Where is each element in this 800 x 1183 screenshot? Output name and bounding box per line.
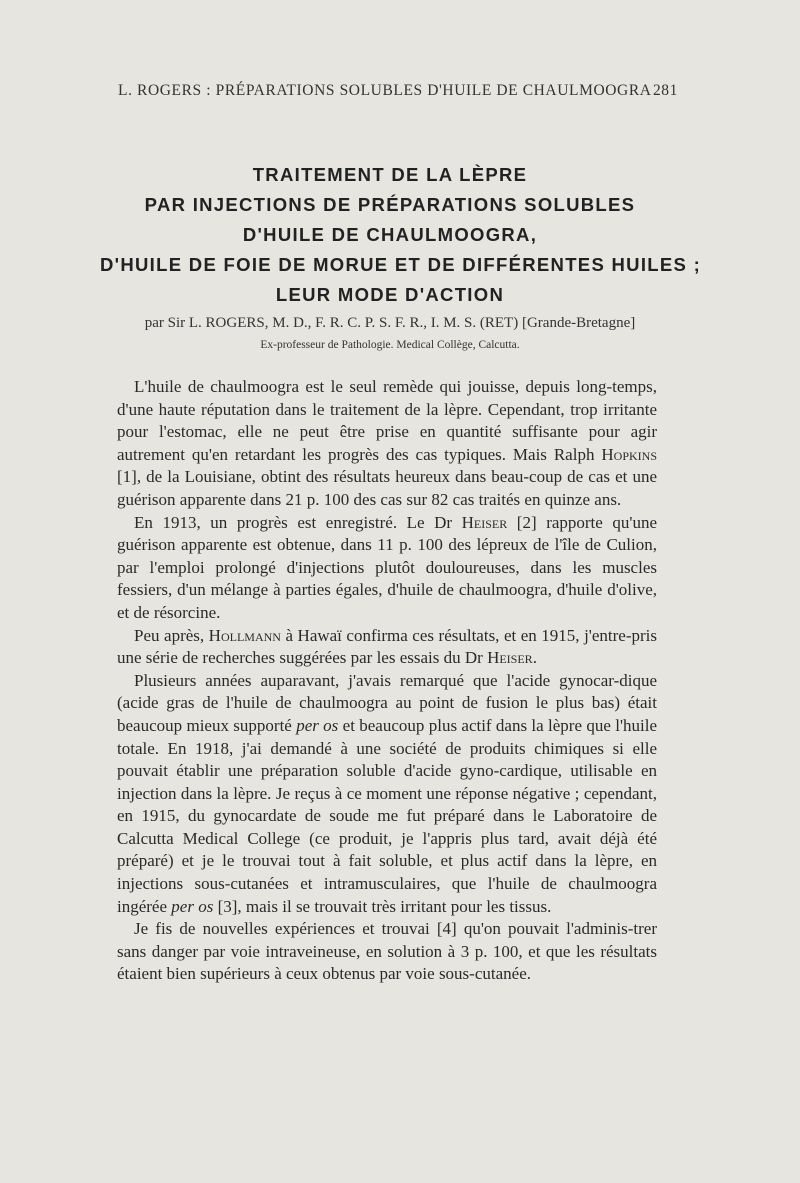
paragraph-text: [1], de la Louisiane, obtint des résultats heureux dans beau-coup de cas et une guérison apparente dans 21 p. 100 des cas sur 82 cas traités en quinze ans. bbox=[117, 467, 657, 509]
paragraph-text: et beaucoup plus actif dans la lèpre que l'huile totale. En 1918, j'ai demandé à une société de produits chimiques si elle pouvait établir une préparation soluble d'acide gyno-cardique, utilisable en injection dans la lèpre. Je reçus à ce moment une réponse négative ; cependant, en 1915, du gynocardate de soude me fut préparé dans le Laboratoire de Calcutta Medical College (ce produit, je l'appris plus tard, avait déjà été préparé) et je le trouvai tout à fait soluble, et plus actif dans la lèpre, en injections sous-cutanées et intramusculaires, que l'huile de chaulmoogra ingérée bbox=[117, 715, 658, 916]
body-paragraph bbox=[117, 376, 657, 512]
page-number: 281 bbox=[652, 82, 678, 99]
paragraph-text: [2] rapporte qu'une guérison apparente est obtenue, dans 11 p. 100 des lépreux de l'île de Culion, par l'emploi prolongé d'injections plutôt douloureuses, dans les muscles fessiers, d'un mélange à parties égales, d'huile de chaulmoogra, d'huile d'olive, et de résorcine. bbox=[117, 512, 657, 622]
paragraph-text: Je fis de nouvelles expériences et trouvai [4] qu'on pouvait l'adminis-trer sans danger par voie intraveineuse, en solution à 3 p. 100, et que les résultats étaient bien supérieurs à ceux obtenus par voie sous-cutanée. bbox=[117, 919, 657, 984]
paragraph-text: [3], mais il se trouvait très irritant pour les tissus. bbox=[213, 896, 552, 916]
running-head-title: L. ROGERS : PRÉPARATIONS SOLUBLES D'HUILE DE CHAULMOOGRA bbox=[118, 82, 652, 99]
body-paragraph bbox=[117, 512, 657, 625]
article-body bbox=[117, 376, 657, 986]
author-affiliation: Ex-professeur de Pathologie. Medical Collège, Calcutta. bbox=[260, 339, 520, 351]
author-line: par Sir L. ROGERS, M. D., F. R. C. P. S. F. R., I. M. S. (RET) [Grande-Bretagne] bbox=[144, 315, 636, 331]
author-name: Heiser bbox=[461, 512, 508, 532]
paragraph-text: En 1913, un progrès est enregistré. Le Dr bbox=[134, 512, 462, 532]
latin-term: per os bbox=[171, 896, 214, 916]
title-line: D'HUILE DE FOIE DE MORUE ET DE DIFFÉRENTES HUILES ; bbox=[100, 254, 702, 275]
paragraph-text: Plusieurs années auparavant, j'avais remarqué que l'acide gynocar-dique (acide gras de l'huile de chaulmoogra au point de fusion le plus bas) était beaucoup mieux supporté bbox=[117, 670, 657, 735]
paragraph-text: Peu après, bbox=[134, 625, 209, 645]
article-title bbox=[100, 160, 702, 310]
paragraph-text: à Hawaï confirma ces résultats, et en 1915, j'entre-pris une série de recherches suggérées par les essais du Dr bbox=[117, 625, 658, 668]
body-paragraph bbox=[117, 625, 657, 670]
title-line: D'HUILE DE CHAULMOOGRA, bbox=[242, 224, 538, 245]
body-paragraph bbox=[117, 918, 657, 986]
author-name: Hopkins bbox=[601, 444, 657, 464]
title-line: TRAITEMENT DE LA LÈPRE bbox=[252, 164, 528, 185]
running-head bbox=[118, 82, 678, 100]
title-line: LEUR MODE D'ACTION bbox=[275, 284, 505, 305]
author-name: Hollmann bbox=[208, 625, 281, 645]
paragraph-text: L'huile de chaulmoogra est le seul remède qui jouisse, depuis long-temps, d'une haute réputation dans le traitement de la lèpre. Cependant, trop irritante pour l'estomac, elle ne peut être prise en quantité suffisante pour agir autrement qu'en retardant les progrès des cas typiques. Mais Ralph bbox=[117, 377, 657, 464]
title-line: PAR INJECTIONS DE PRÉPARATIONS SOLUBLES bbox=[144, 194, 636, 215]
latin-term: per os bbox=[296, 715, 339, 735]
author-name: Heiser bbox=[487, 648, 533, 668]
body-paragraph bbox=[117, 670, 657, 919]
paragraph-text: . bbox=[532, 648, 537, 668]
